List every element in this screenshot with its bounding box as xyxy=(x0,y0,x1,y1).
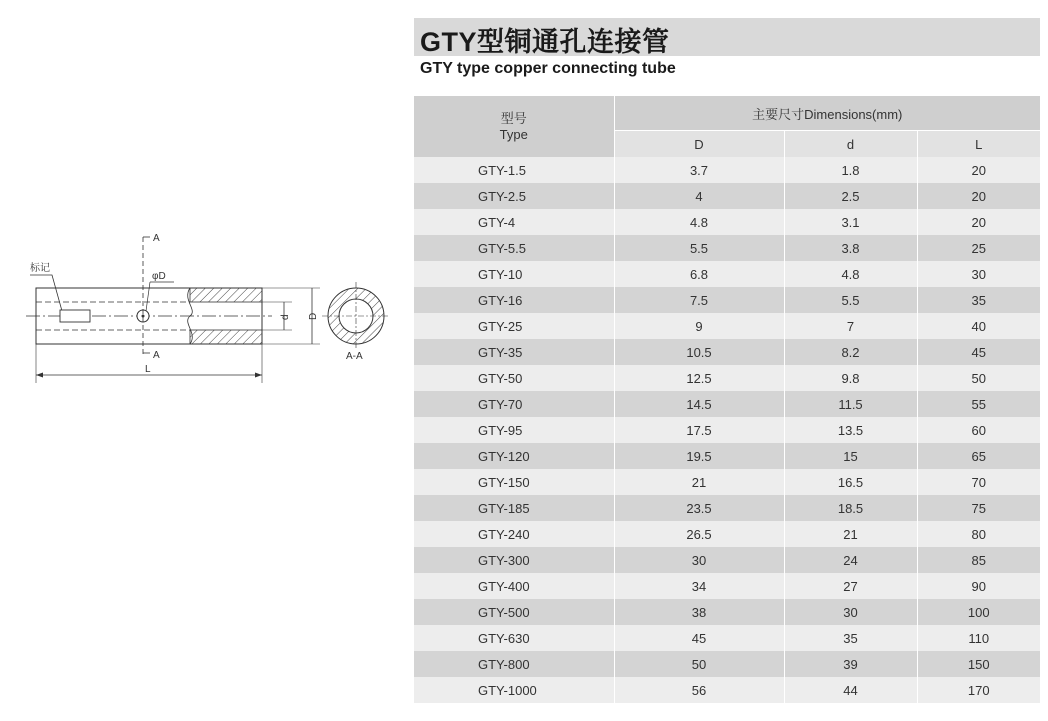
mark-slot xyxy=(60,310,90,322)
cell-D: 50 xyxy=(614,651,784,677)
cell-type: GTY-10 xyxy=(414,261,614,287)
cell-type: GTY-70 xyxy=(414,391,614,417)
cell-L: 70 xyxy=(917,469,1040,495)
table-row xyxy=(414,157,1040,183)
cell-d: 2.5 xyxy=(784,183,917,209)
table-row xyxy=(414,339,1040,365)
table-row xyxy=(414,417,1040,443)
table-row xyxy=(414,677,1040,703)
cell-L: 110 xyxy=(917,625,1040,651)
cell-d: 39 xyxy=(784,651,917,677)
cell-d: 8.2 xyxy=(784,339,917,365)
table-row xyxy=(414,313,1040,339)
col-header-D: D xyxy=(614,131,784,158)
cell-d: 18.5 xyxy=(784,495,917,521)
cell-D: 7.5 xyxy=(614,287,784,313)
section-label-bottom: A xyxy=(153,350,160,361)
cell-d: 1.8 xyxy=(784,157,917,183)
cell-D: 17.5 xyxy=(614,417,784,443)
section-label-top: A xyxy=(153,233,160,244)
cell-L: 25 xyxy=(917,235,1040,261)
cell-type: GTY-35 xyxy=(414,339,614,365)
cell-d: 15 xyxy=(784,443,917,469)
col-header-d: d xyxy=(784,131,917,158)
cell-L: 170 xyxy=(917,677,1040,703)
phi-d-leader xyxy=(146,282,150,311)
cell-type: GTY-400 xyxy=(414,573,614,599)
cell-d: 16.5 xyxy=(784,469,917,495)
cell-type: GTY-95 xyxy=(414,417,614,443)
cell-d: 3.8 xyxy=(784,235,917,261)
cell-D: 45 xyxy=(614,625,784,651)
cell-type: GTY-25 xyxy=(414,313,614,339)
cell-d: 27 xyxy=(784,573,917,599)
cell-type: GTY-300 xyxy=(414,547,614,573)
cell-type: GTY-240 xyxy=(414,521,614,547)
L-dimension-label: L xyxy=(145,364,151,375)
cell-D: 4 xyxy=(614,183,784,209)
L-arrow-right xyxy=(255,373,262,378)
title-bar xyxy=(414,18,1040,56)
cell-d: 9.8 xyxy=(784,365,917,391)
cell-D: 12.5 xyxy=(614,365,784,391)
table-row xyxy=(414,547,1040,573)
cell-d: 3.1 xyxy=(784,209,917,235)
cell-d: 35 xyxy=(784,625,917,651)
table-row xyxy=(414,261,1040,287)
cell-L: 20 xyxy=(917,157,1040,183)
table-row xyxy=(414,625,1040,651)
cell-type: GTY-5.5 xyxy=(414,235,614,261)
table-row xyxy=(414,573,1040,599)
cell-d: 7 xyxy=(784,313,917,339)
cell-d: 30 xyxy=(784,599,917,625)
cell-D: 6.8 xyxy=(614,261,784,287)
wall-section-top xyxy=(190,288,262,302)
table-row xyxy=(414,235,1040,261)
cell-type: GTY-800 xyxy=(414,651,614,677)
cell-L: 65 xyxy=(917,443,1040,469)
table-row xyxy=(414,599,1040,625)
cell-L: 50 xyxy=(917,365,1040,391)
cell-D: 9 xyxy=(614,313,784,339)
table-row xyxy=(414,365,1040,391)
cell-L: 100 xyxy=(917,599,1040,625)
cell-type: GTY-500 xyxy=(414,599,614,625)
L-arrow-left xyxy=(36,373,43,378)
cell-L: 55 xyxy=(917,391,1040,417)
phi-d-label: φD xyxy=(152,271,166,282)
cell-L: 30 xyxy=(917,261,1040,287)
cell-D: 4.8 xyxy=(614,209,784,235)
cell-D: 3.7 xyxy=(614,157,784,183)
col-header-L: L xyxy=(917,131,1040,158)
cell-type: GTY-1000 xyxy=(414,677,614,703)
cell-D: 21 xyxy=(614,469,784,495)
cell-type: GTY-16 xyxy=(414,287,614,313)
cell-d: 44 xyxy=(784,677,917,703)
table-row xyxy=(414,209,1040,235)
cell-d: 4.8 xyxy=(784,261,917,287)
page-subtitle: GTY type copper connecting tube xyxy=(420,60,676,77)
table-row xyxy=(414,287,1040,313)
type-header xyxy=(414,96,614,157)
cell-L: 60 xyxy=(917,417,1040,443)
table-row xyxy=(414,443,1040,469)
cell-L: 35 xyxy=(917,287,1040,313)
cell-type: GTY-2.5 xyxy=(414,183,614,209)
section-view-label: A-A xyxy=(346,351,363,362)
mark-leader-line xyxy=(30,275,62,311)
cell-D: 14.5 xyxy=(614,391,784,417)
cell-L: 90 xyxy=(917,573,1040,599)
cell-d: 11.5 xyxy=(784,391,917,417)
type-header-en: Type xyxy=(499,126,528,142)
cell-D: 23.5 xyxy=(614,495,784,521)
cell-type: GTY-50 xyxy=(414,365,614,391)
table-row xyxy=(414,651,1040,677)
table-row xyxy=(414,391,1040,417)
d-dimension-label: d xyxy=(280,314,291,320)
cell-L: 45 xyxy=(917,339,1040,365)
cell-d: 24 xyxy=(784,547,917,573)
table-row xyxy=(414,469,1040,495)
cell-d: 13.5 xyxy=(784,417,917,443)
cell-type: GTY-630 xyxy=(414,625,614,651)
cell-D: 5.5 xyxy=(614,235,784,261)
cell-type: GTY-185 xyxy=(414,495,614,521)
table-row xyxy=(414,495,1040,521)
dimensions-table xyxy=(414,96,1040,703)
cell-type: GTY-1.5 xyxy=(414,157,614,183)
cell-type: GTY-4 xyxy=(414,209,614,235)
cell-L: 80 xyxy=(917,521,1040,547)
cell-D: 38 xyxy=(614,599,784,625)
page-title: GTY型铜通孔连接管 xyxy=(420,27,670,57)
cell-L: 85 xyxy=(917,547,1040,573)
table-row xyxy=(414,521,1040,547)
table-row xyxy=(414,183,1040,209)
mark-label: 标记 xyxy=(30,263,50,274)
cell-d: 21 xyxy=(784,521,917,547)
cell-L: 40 xyxy=(917,313,1040,339)
cell-type: GTY-120 xyxy=(414,443,614,469)
cell-L: 75 xyxy=(917,495,1040,521)
cell-L: 150 xyxy=(917,651,1040,677)
cell-D: 10.5 xyxy=(614,339,784,365)
cell-D: 26.5 xyxy=(614,521,784,547)
cell-L: 20 xyxy=(917,183,1040,209)
tube-technical-drawing xyxy=(22,225,392,395)
dimensions-header: 主要尺寸Dimensions(mm) xyxy=(614,96,1040,131)
wall-section-bottom xyxy=(190,330,262,344)
cell-type: GTY-150 xyxy=(414,469,614,495)
D-dimension-label: D xyxy=(308,312,319,320)
cell-D: 34 xyxy=(614,573,784,599)
cell-D: 56 xyxy=(614,677,784,703)
cell-L: 20 xyxy=(917,209,1040,235)
cell-D: 19.5 xyxy=(614,443,784,469)
type-header-cn: 型号 xyxy=(500,110,527,126)
cell-D: 30 xyxy=(614,547,784,573)
cell-d: 5.5 xyxy=(784,287,917,313)
